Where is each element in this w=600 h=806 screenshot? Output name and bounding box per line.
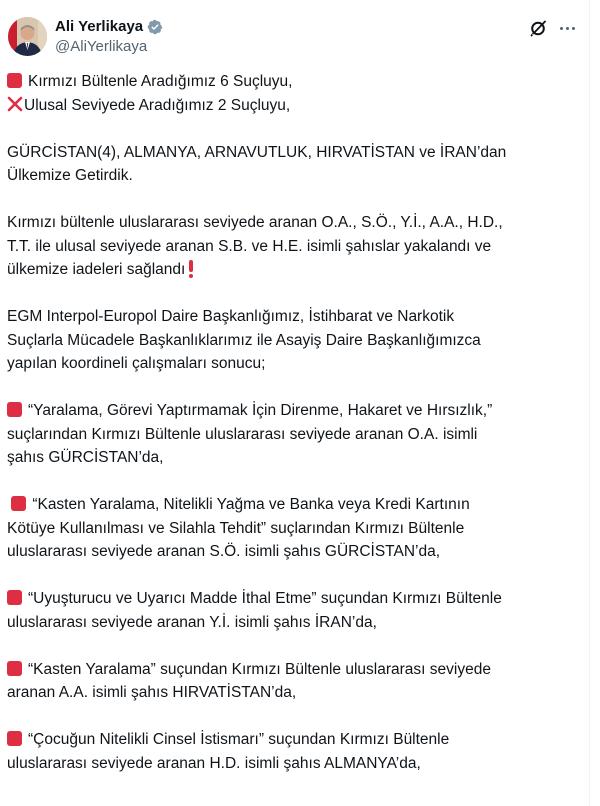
grok-slash-circle-icon <box>528 18 548 38</box>
author-handle[interactable]: @AliYerlikaya <box>55 38 148 55</box>
item-paragraph <box>7 658 582 705</box>
item-line: aranan A.A. isimli şahıs HIRVATİSTAN’da, <box>7 684 297 701</box>
intro-line <box>7 94 582 118</box>
item-text: “Kasten Yaralama” suçundan Kırmızı Bültenle uluslararası seviyede <box>28 660 491 678</box>
intro-line <box>7 70 582 94</box>
verified-badge-icon <box>147 19 163 35</box>
column-border <box>589 0 590 806</box>
more-button[interactable] <box>555 18 579 38</box>
item-line <box>7 399 582 423</box>
item-text: “Yaralama, Görevi Yaptırmamak İçin Direnme, Hakaret ve Hırsızlık,” <box>28 402 493 419</box>
red-square-icon <box>7 402 22 417</box>
red-square-icon <box>7 661 22 676</box>
item-text: “Kasten Yaralama, Nitelikli Yağma ve Banka veya Kredi Kartının <box>32 496 470 513</box>
more-dot <box>572 27 575 30</box>
coordination-line: yapılan koordineli çalışmaları sonucu; <box>7 355 266 372</box>
grok-button[interactable] <box>528 18 548 38</box>
item-line: uluslararası seviyede aranan H.D. isimli şahıs ALMANYA’da, <box>7 754 421 772</box>
item-line: uluslararası seviyede aranan S.Ö. isimli şahıs GÜRCİSTAN’da, <box>7 543 441 560</box>
countries-line: GÜRCİSTAN(4), ALMANYA, ARNAVUTLUK, HIRVATİSTAN ve İRAN’dan <box>7 143 507 161</box>
item-line <box>7 658 582 682</box>
summary-line: Kırmızı bültenle uluslararası seviyede aranan O.A., S.Ö., Y.İ., A.A., H.D., <box>7 214 503 231</box>
item-text: “Uyuşturucu ve Uyarıcı Madde İthal Etme” suçundan Kırmızı Bültenle <box>28 590 502 607</box>
tweet-header <box>0 0 589 62</box>
avatar-photo-icon <box>8 17 47 56</box>
countries-line: Ülkemize Getirdik. <box>7 167 133 184</box>
item-text: “Çocuğun Nitelikli Cinsel İstismarı” suçundan Kırmızı Bültenle <box>28 731 450 748</box>
red-square-icon <box>11 496 26 511</box>
intro-paragraph <box>7 70 582 117</box>
item-paragraph <box>7 399 582 470</box>
item-paragraph <box>7 493 582 564</box>
exclamation-mark-icon <box>188 260 194 277</box>
cross-mark-icon <box>7 96 23 112</box>
summary-text: ülkemize iadeleri sağlandı <box>7 261 186 278</box>
countries-paragraph <box>7 141 582 188</box>
author-name[interactable]: Ali Yerlikaya <box>55 18 144 35</box>
item-line <box>7 728 582 752</box>
tweet-text <box>7 70 582 799</box>
item-paragraph <box>7 728 582 775</box>
item-line: suçlarından Kırmızı Bültenle uluslararası seviyede aranan O.A. isimli <box>7 425 478 443</box>
more-dot <box>560 27 563 30</box>
item-line: uluslararası seviyede aranan Y.İ. isimli şahıs İRAN’da, <box>7 613 377 631</box>
summary-line <box>7 258 582 282</box>
author-name-row <box>55 18 163 35</box>
item-line: Kötüye Kullanılması ve Silahla Tehdit” suçlarından Kırmızı Bültenle <box>7 519 465 537</box>
coordination-line: EGM Interpol-Europol Daire Başkanlığımız, İstihbarat ve Narkotik <box>7 308 455 325</box>
summary-line: T.T. ile ulusal seviyede aranan S.B. ve H.E. isimli şahıslar yakalandı ve <box>7 237 492 255</box>
avatar[interactable] <box>8 17 47 56</box>
item-line <box>7 493 582 517</box>
red-square-icon <box>7 590 22 605</box>
intro-text: Ulusal Seviyede Aradığımız 2 Suçluyu, <box>24 96 291 114</box>
intro-text: Kırmızı Bültenle Aradığımız 6 Suçluyu, <box>28 73 293 90</box>
more-dot <box>566 27 569 30</box>
red-square-icon <box>7 731 22 746</box>
red-square-icon <box>7 73 22 88</box>
item-paragraph <box>7 587 582 634</box>
coordination-line: Suçlarla Mücadele Başkanlıklarımız ile Asayiş Daire Başkanlığımızca <box>7 331 481 349</box>
item-line <box>7 587 582 611</box>
summary-paragraph <box>7 211 582 282</box>
item-line: şahıs GÜRCİSTAN’da, <box>7 449 164 466</box>
coordination-paragraph <box>7 305 582 376</box>
